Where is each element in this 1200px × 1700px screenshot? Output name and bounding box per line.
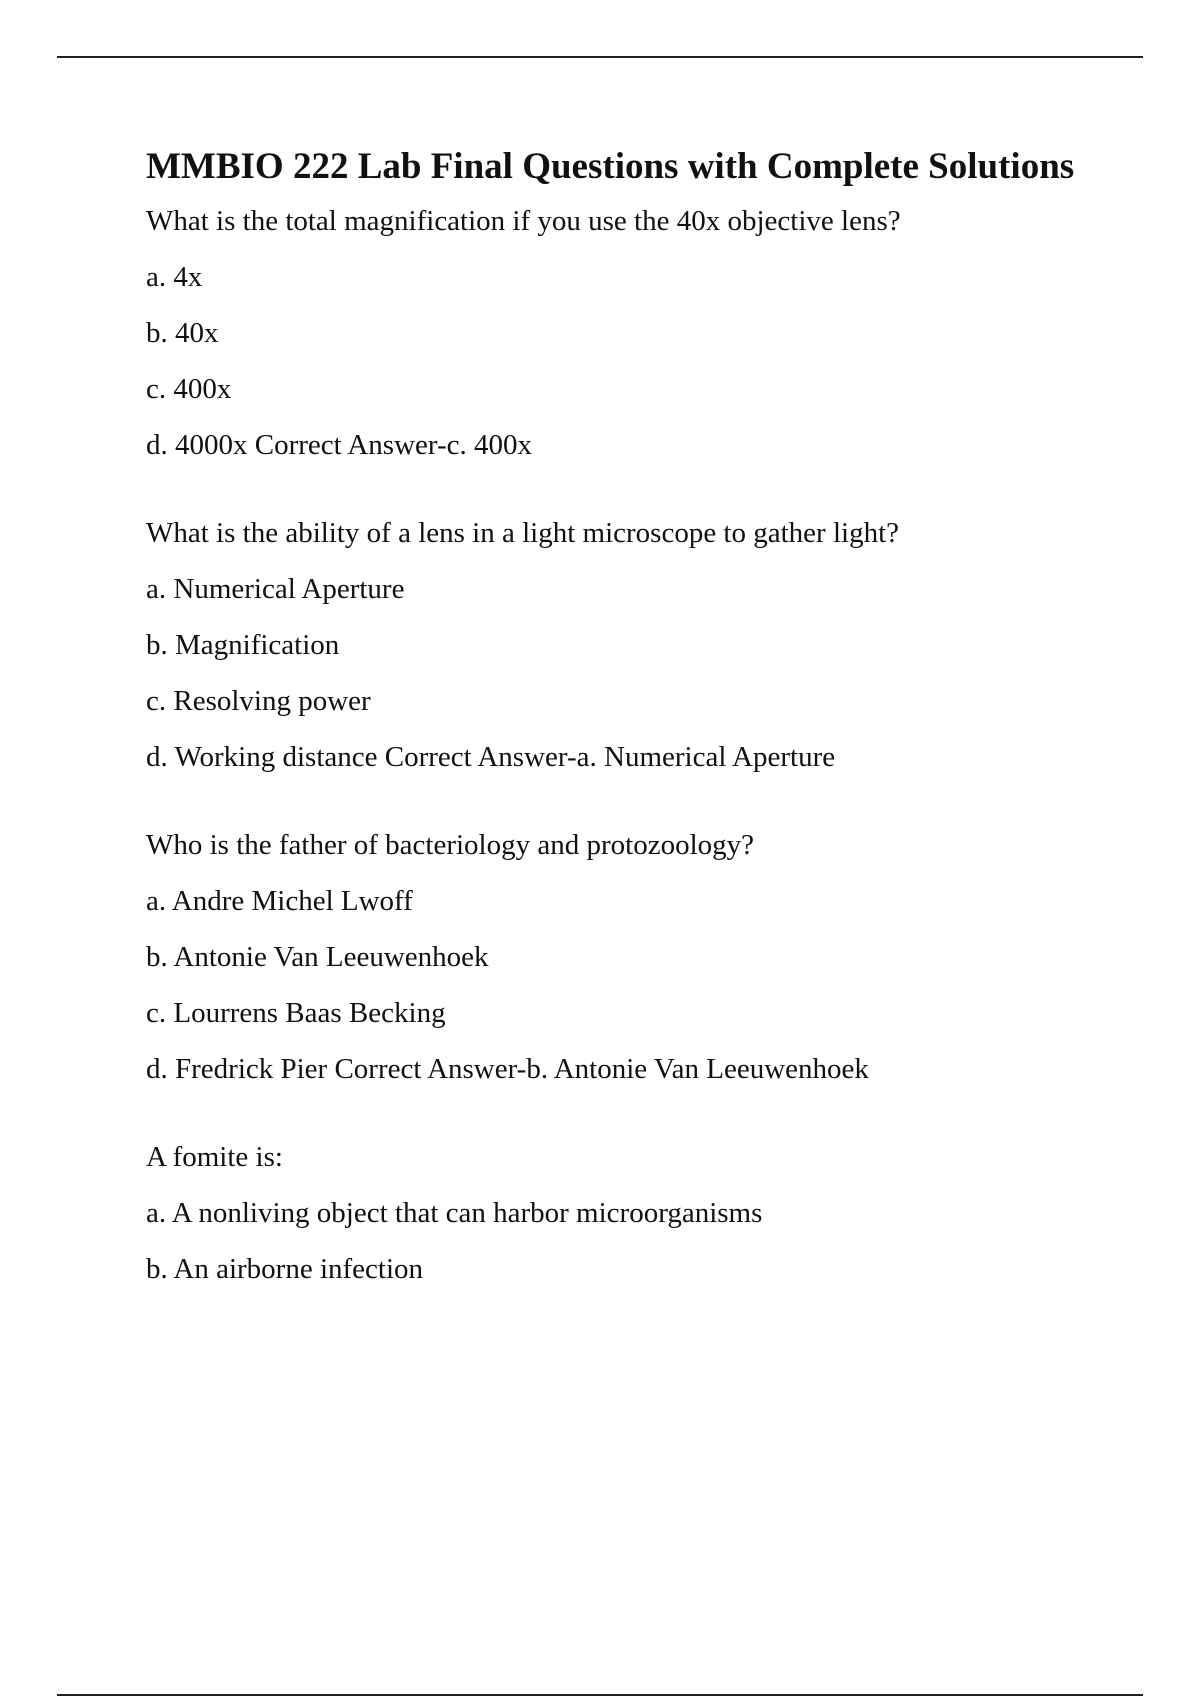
answer-option-with-correct-answer: d. Fredrick Pier Correct Answer-b. Antonie Van Leeuwenhoek <box>146 1053 869 1085</box>
question-block <box>146 204 1086 462</box>
answer-option-with-correct-answer: d. Working distance Correct Answer-a. Numerical Aperture <box>146 741 836 773</box>
answer-option: a. Andre Michel Lwoff <box>146 885 413 917</box>
document-title: MMBIO 222 Lab Final Questions with Complete Solutions <box>146 146 1075 187</box>
question-block <box>146 1140 1086 1286</box>
answer-option: b. Magnification <box>146 629 340 661</box>
question-text: A fomite is: <box>146 1141 283 1173</box>
answer-option: c. Lourrens Baas Becking <box>146 997 446 1029</box>
question-block <box>146 828 1086 1086</box>
answer-option-with-correct-answer: d. 4000x Correct Answer-c. 400x <box>146 429 533 461</box>
question-block <box>146 516 1086 774</box>
answer-option: b. An airborne infection <box>146 1253 424 1285</box>
question-text: What is the total magnification if you use the 40x objective lens? <box>146 205 901 237</box>
answer-option: a. Numerical Aperture <box>146 573 405 605</box>
header-rule <box>57 56 1143 58</box>
question-text: What is the ability of a lens in a light microscope to gather light? <box>146 517 899 549</box>
answer-option: b. Antonie Van Leeuwenhoek <box>146 941 489 973</box>
question-text: Who is the father of bacteriology and protozoology? <box>146 829 754 861</box>
document-body <box>146 142 1086 1340</box>
answer-option: c. 400x <box>146 373 232 405</box>
answer-option: c. Resolving power <box>146 685 371 717</box>
answer-option: b. 40x <box>146 317 219 349</box>
answer-option: a. 4x <box>146 261 203 293</box>
answer-option: a. A nonliving object that can harbor microorganisms <box>146 1197 763 1229</box>
footer-rule <box>57 1694 1143 1696</box>
